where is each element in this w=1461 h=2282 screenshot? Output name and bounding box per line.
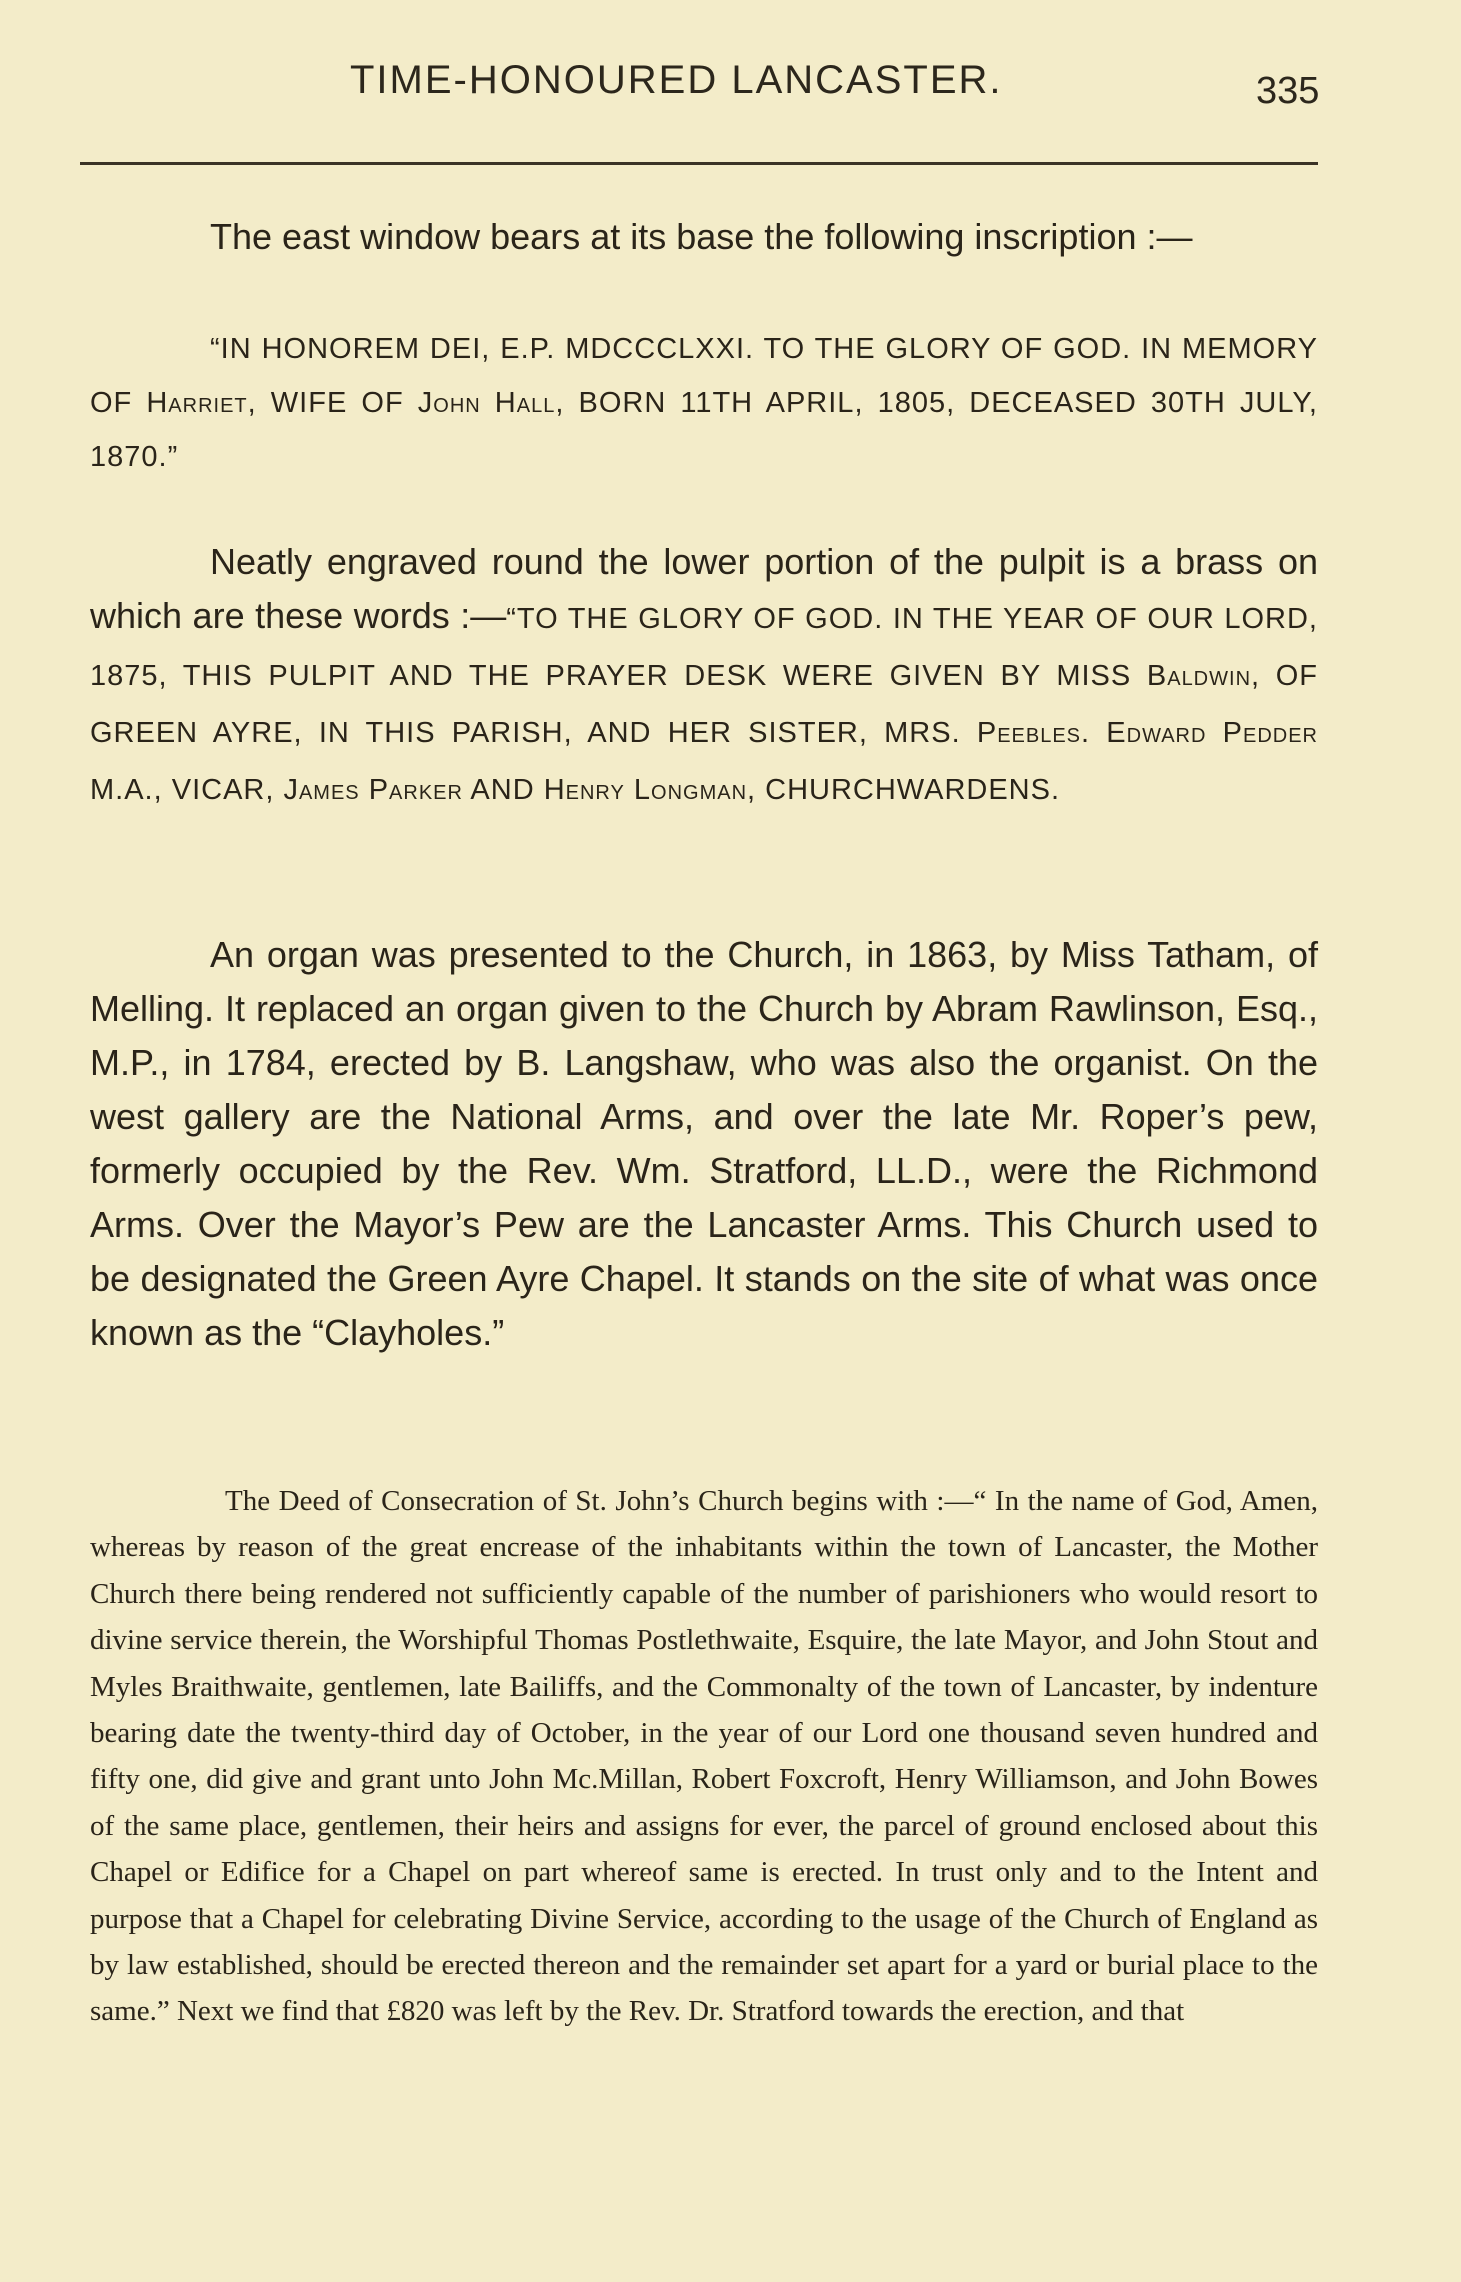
paragraph-deed — [90, 1478, 1318, 2035]
paragraph-text: The Deed of Consecration of St. John’s Church begins with :—“ In the name of God, Amen, whereas by reason of the great encrease of the inhabitants within the town of Lancaster, the Mother Church there being rendered not sufficiently capable of the number of parishioners who would resort to divine service therein, the Worshipful Thomas Postlethwaite, Esquire, the late Mayor, and John Stout and Myles Braithwaite, gentlemen, late Bailiffs, and the Commonalty of the town of Lancaster, by indenture bearing date the twenty-third day of October, in the year of our Lord one thousand seven hundred and fifty one, did give and grant unto John Mc.Millan, Robert Foxcroft, Henry Williamson, and John Bowes of the same place, gentlemen, their heirs and assigns for ever, the parcel of ground enclosed about this Chapel or Edifice for a Chapel on part whereof same is erected. In trust only and to the Intent and purpose that a Chapel for celebrating Divine Service, according to the usage of the Church of England as by law established, should be erected thereon and the remainder set apart for a yard or burial place to the same.” Next we find that £820 was left by the Rev. Dr. Stratford towards the erection, and that — [90, 1485, 1318, 2028]
pulpit-lead-text: Neatly engraved round the lower portion of the pulpit is a brass on which are these words :— — [90, 541, 1318, 636]
header-rule — [80, 162, 1318, 165]
pulpit-inscription-text: “TO THE GLORY OF GOD. IN THE YEAR OF OUR LORD, 1875, THIS PULPIT AND THE PRAYER DESK WERE GIVEN BY MISS Baldwin, OF GREEN AYRE, IN THIS PARISH, AND HER SISTER, MRS. Peebles. Edward Pedder M.A., VICAR, James Parker AND Henry Longman, CHURCHWARDENS. — [90, 603, 1318, 806]
running-title: TIME-HONOURED LANCASTER. — [350, 58, 1003, 102]
paragraph-organ — [90, 928, 1318, 1360]
paragraph-text: An organ was presented to the Church, in 1863, by Miss Tatham, of Melling. It replaced an organ given to the Church by Abram Rawlinson, Esq., M.P., in 1784, erected by B. Langshaw, who was also the organist. On the west gallery are the National Arms, and over the late Mr. Roper’s pew, formerly occupied by the Rev. Wm. Stratford, LL.D., were the Richmond Arms. Over the Mayor’s Pew are the Lancaster Arms. This Church used to be designated the Green Ayre Chapel. It stands on the site of what was once known as the “Clayholes.” — [90, 934, 1318, 1353]
paragraph-text: The east window bears at its base the following inscription :— — [210, 216, 1193, 257]
running-head — [0, 58, 1461, 118]
paragraph-pulpit — [90, 535, 1318, 817]
paragraph-text — [90, 535, 1318, 817]
inscription-east-window — [90, 322, 1318, 484]
paragraph-east-window — [90, 210, 1318, 264]
page-number: 335 — [1256, 70, 1320, 112]
inscription-text: “IN HONOREM DEI, E.P. MDCCCLXXI. TO THE GLORY OF GOD. IN MEMORY OF Harriet, WIFE OF John Hall, BORN 11TH APRIL, 1805, DECEASED 30TH JULY, 1870.” — [90, 333, 1318, 473]
